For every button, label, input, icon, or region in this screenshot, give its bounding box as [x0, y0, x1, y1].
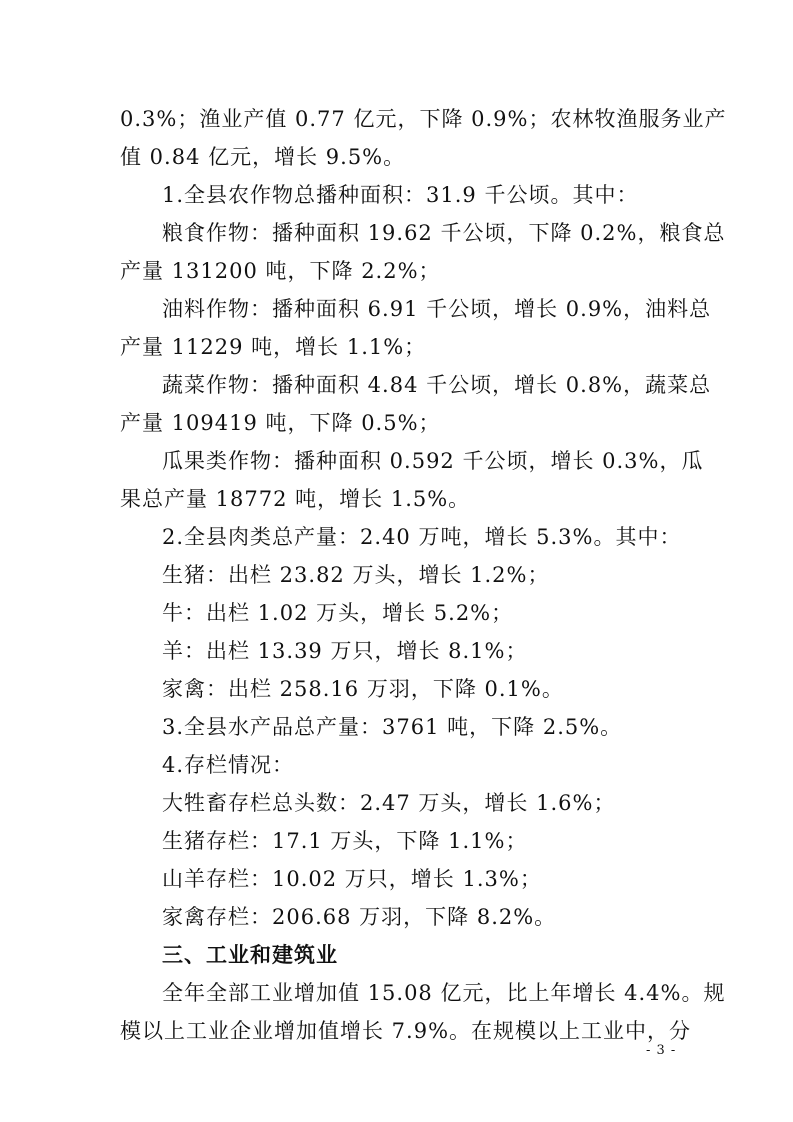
text-line: 油料作物：播种面积 6.91 千公顷，增长 0.9%，油料总	[162, 297, 712, 321]
text-line: 模以上工业企业增加值增长 7.9%。在规模以上工业中，分	[120, 1019, 692, 1043]
text-line: 家禽：出栏 258.16 万羽，下降 0.1%。	[162, 677, 564, 701]
section-heading: 三、工业和建筑业	[162, 943, 338, 967]
text-line: 瓜果类作物：播种面积 0.592 千公顷，增长 0.3%，瓜	[162, 449, 704, 473]
text-line: 2.全县肉类总产量：2.40 万吨，增长 5.3%。其中：	[162, 525, 682, 549]
text-line: 羊：出栏 13.39 万只，增长 8.1%；	[162, 639, 528, 663]
text-line: 家禽存栏：206.68 万羽，下降 8.2%。	[162, 905, 557, 929]
text-line: 3.全县水产品总产量：3761 吨，下降 2.5%。	[162, 715, 623, 739]
text-line: 生猪存栏：17.1 万头，下降 1.1%；	[162, 829, 528, 853]
text-line: 0.3%；渔业产值 0.77 亿元，下降 0.9%；农林牧渔服务业产	[120, 107, 727, 131]
text-line: 4.存栏情况：	[162, 753, 295, 777]
text-line: 蔬菜作物：播种面积 4.84 千公顷，增长 0.8%，蔬菜总	[162, 373, 712, 397]
text-line: 产量 11229 吨，增长 1.1%；	[120, 335, 427, 359]
text-line: 全年全部工业增加值 15.08 亿元，比上年增长 4.4%。规	[162, 981, 726, 1005]
text-line: 1.全县农作物总播种面积：31.9 千公顷。其中：	[162, 183, 639, 207]
text-line: 粮食作物：播种面积 19.62 千公顷，下降 0.2%，粮食总	[162, 221, 726, 245]
page-number: - 3 -	[646, 1043, 677, 1058]
text-line: 果总产量 18772 吨，增长 1.5%。	[120, 487, 471, 511]
text-line: 大牲畜存栏总头数：2.47 万头，增长 1.6%；	[162, 791, 616, 815]
text-line: 产量 109419 吨，下降 0.5%；	[120, 411, 441, 435]
text-line: 生猪：出栏 23.82 万头，增长 1.2%；	[162, 563, 550, 587]
text-line: 产量 131200 吨，下降 2.2%；	[120, 259, 441, 283]
text-line: 山羊存栏：10.02 万只，增长 1.3%；	[162, 867, 542, 891]
text-line: 值 0.84 亿元，增长 9.5%。	[120, 145, 406, 169]
text-line: 牛：出栏 1.02 万头，增长 5.2%；	[162, 601, 514, 625]
